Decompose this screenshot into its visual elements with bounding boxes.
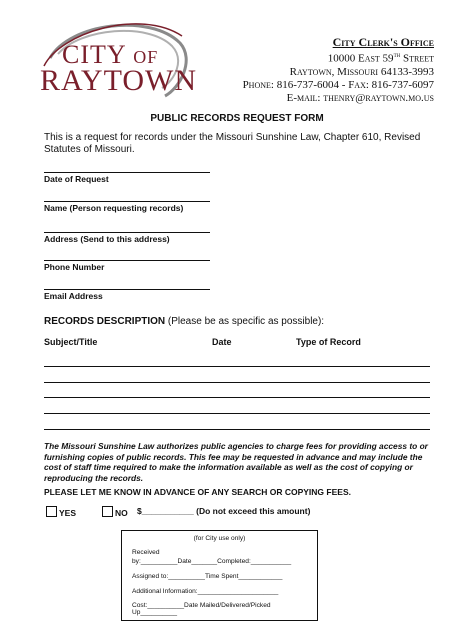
phone-line[interactable] bbox=[44, 260, 210, 261]
records-description-heading: RECORDS DESCRIPTION (Please be as specific as possible): bbox=[44, 316, 325, 327]
col-subject-title: Subject/Title bbox=[44, 337, 98, 347]
form-title: PUBLIC RECORDS REQUEST FORM bbox=[150, 113, 324, 124]
no-option[interactable]: NO bbox=[102, 506, 128, 518]
yes-option[interactable]: YES bbox=[46, 506, 76, 518]
cost-line[interactable]: Cost:__________Date Mailed/Delivered/Picked Up__________ bbox=[132, 602, 271, 616]
logo-city-text: CITY OF bbox=[62, 40, 159, 69]
office-street: 10000 East 59th Street bbox=[327, 51, 434, 65]
received-label: Received bbox=[132, 549, 160, 556]
col-date: Date bbox=[212, 337, 232, 347]
record-line-1[interactable] bbox=[44, 366, 430, 367]
email-label: Email Address bbox=[44, 291, 103, 301]
fee-limit-note: (Do not exceed this amount) bbox=[196, 506, 311, 516]
advance-fee-request: PLEASE LET ME KNOW IN ADVANCE OF ANY SEARCH OR COPYING FEES. bbox=[44, 487, 351, 497]
office-city: Raytown, Missouri 64133-3993 bbox=[289, 65, 434, 78]
assigned-line[interactable]: Assigned to:__________Time Spent____________ bbox=[132, 573, 283, 580]
date-of-request-label: Date of Request bbox=[44, 174, 109, 184]
record-line-4[interactable] bbox=[44, 413, 430, 414]
name-line[interactable] bbox=[44, 201, 210, 202]
city-use-box bbox=[121, 530, 318, 621]
sunshine-law-notice: The Missouri Sunshine Law authorizes public agencies to charge fees for providing access to or furnishing copies of public records. This fee may be requested in advance and may include the cost of staff time required to make the information available as well as the cost of copying or reproducing the records. bbox=[44, 441, 428, 483]
yes-checkbox[interactable] bbox=[46, 506, 57, 517]
name-label: Name (Person requesting records) bbox=[44, 203, 184, 213]
email-line[interactable] bbox=[44, 289, 210, 290]
fee-limit-field: $___________ bbox=[137, 506, 194, 516]
logo-raytown-text: RAYTOWN bbox=[40, 64, 198, 97]
additional-info-line[interactable]: Additional Information:______________________ bbox=[132, 588, 279, 595]
col-type-of-record: Type of Record bbox=[296, 337, 361, 347]
office-phone: Phone: 816-737-6004 - Fax: 816-737-6097 bbox=[242, 78, 434, 91]
record-line-2[interactable] bbox=[44, 382, 430, 383]
office-title: City Clerk's Office bbox=[332, 35, 434, 49]
record-line-5[interactable] bbox=[44, 429, 430, 430]
record-line-3[interactable] bbox=[44, 397, 430, 398]
form-intro: This is a request for records under the Missouri Sunshine Law, Chapter 610, Revised Statutes of Missouri. bbox=[44, 132, 421, 155]
office-address-block bbox=[243, 36, 434, 105]
no-checkbox[interactable] bbox=[102, 506, 113, 517]
office-email: E-mail: thenry@raytown.mo.us bbox=[286, 91, 434, 104]
city-use-heading: (for City use only) bbox=[193, 535, 246, 542]
date-of-request-line[interactable] bbox=[44, 172, 210, 173]
phone-label: Phone Number bbox=[44, 262, 105, 272]
fee-limit[interactable] bbox=[137, 506, 310, 516]
address-label: Address (Send to this address) bbox=[44, 234, 170, 244]
received-by-line[interactable]: by:__________Date_______Completed:___________ bbox=[132, 558, 292, 565]
address-line[interactable] bbox=[44, 232, 210, 233]
